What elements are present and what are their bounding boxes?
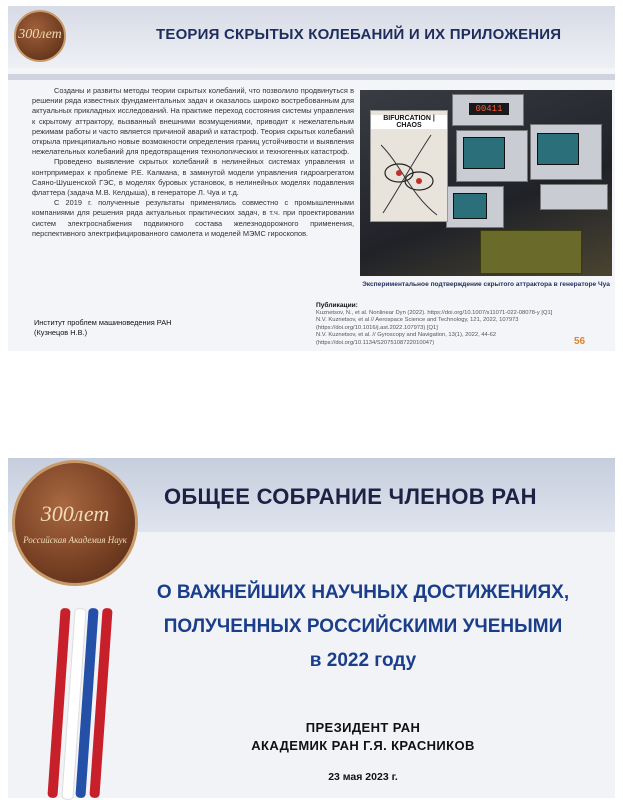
slide-header — [8, 6, 615, 68]
body-paragraph: Созданы и развиты методы теории скрытых колебаний, что позволило продвинуться в решении ряда известных фундаментальных задач и оказалось широко востребованным для актуальных прикладных исследований. На практике переход состояния системы управления к скрытому аттрактору, вызванный внешними возмущениями, приводит к нежелательным режимам работы и часто является причиной аварий и катастроф. Теория скрытых колебаний открыла принципиально новые возможности определения границ устойчивости и выявления нежелательных колебаний для предотвращения технологических и техногенных катастроф. — [32, 86, 355, 157]
oscilloscope — [446, 186, 504, 228]
logo-text: 300лет — [40, 501, 110, 526]
page-number: 56 — [574, 336, 586, 347]
subtitle-line: в 2022 году — [309, 650, 417, 671]
signal-generator — [540, 184, 608, 210]
attractor-sketch — [371, 125, 447, 225]
slide-general-meeting-cover — [8, 458, 615, 798]
publication-item: (https://doi.org/10.1016/j.ast.2022.107973) [Q1] — [316, 324, 438, 331]
logo-text: 300лет — [18, 27, 62, 42]
instrument-readout: 00411 — [469, 103, 509, 115]
board-label: BIFURCATION | CHAOS — [371, 115, 447, 129]
publication-item: N.V. Kuznetsov, et al. // Gyroscopy and Navigation, 13(1), 2022, 44-62 — [316, 332, 497, 339]
publications-title: Публикации: — [316, 302, 358, 309]
oscilloscope — [456, 130, 528, 182]
subtitle-line: ПОЛУЧЕННЫХ РОССИЙСКИМИ УЧЕНЫМИ — [163, 616, 563, 637]
oscilloscope-screen — [463, 137, 505, 169]
oscilloscope — [530, 124, 602, 180]
instrument-display — [452, 94, 524, 126]
logo-subtext: Российская Академия Наук — [23, 535, 127, 545]
circuit-board — [480, 230, 582, 274]
institute-credit — [34, 318, 172, 337]
institute-name: Институт проблем машиноведения РАН — [34, 318, 172, 327]
header-divider — [8, 74, 615, 80]
president-title: ПРЕЗИДЕНТ РАН — [305, 720, 421, 735]
bifurcation-chaos-board — [370, 110, 448, 222]
ras-300-emblem-icon — [14, 10, 66, 62]
publication-item: Kuznetsov, N., et al. Nonlinear Dyn (2022). https://doi.org/10.1007/s11071-022-08078-y [Q1] — [316, 310, 553, 316]
president-name: АКАДЕМИК РАН Г.Я. КРАСНИКОВ — [251, 738, 475, 753]
oscilloscope-screen — [453, 193, 487, 219]
ras-300-emblem-icon — [12, 460, 138, 586]
body-paragraph: С 2019 г. полученные результаты применялись совместно с промышленными компаниями для решения ряда актуальных практических задач, в т.ч. при проектировании систем электроснабжения подвижного состава железнодорожного применения, перспективного электрифицированного самолета и моделей МЭМС гироскопов. — [32, 198, 354, 238]
slide-body-text — [32, 86, 354, 239]
subtitle-line: О ВАЖНЕЙШИХ НАУЧНЫХ ДОСТИЖЕНИЯХ, — [156, 582, 570, 603]
author-name: (Кузнецов Н.В.) — [34, 327, 88, 337]
chua-generator-photo — [360, 90, 612, 276]
slide-hidden-oscillations — [8, 6, 615, 351]
publication-item: N.V. Kuznetsov, et al // Aerospace Science and Technology, 121, 2022, 107973 — [316, 317, 519, 324]
meeting-heading: ОБЩЕЕ СОБРАНИЕ ЧЛЕНОВ РАН — [164, 484, 537, 509]
slide-title: ТЕОРИЯ СКРЫТЫХ КОЛЕБАНИЙ И ИХ ПРИЛОЖЕНИЯ — [156, 26, 562, 43]
photo-caption: Экспериментальное подтверждение скрытого аттрактора в генераторе Чуа — [362, 281, 610, 288]
meeting-date: 23 мая 2023 г. — [328, 771, 398, 783]
oscilloscope-screen — [537, 133, 579, 165]
body-paragraph: Проведено выявление скрытых колебаний в нелинейных системах управления и контрпримерах к проблеме Р.Е. Калмана, в замкнутой модели управления гидроагрегатом Саяно-Шушенской ГЭС, в моделях буровых установок, в нелинейных моделях подавления флаттера (задача М.В. Келдыша), в генераторе Л. Чуа и т.д. — [32, 157, 354, 198]
publication-item: (https://doi.org/10.1134/S2075108722010047) — [316, 339, 435, 346]
publications-list — [316, 310, 586, 347]
